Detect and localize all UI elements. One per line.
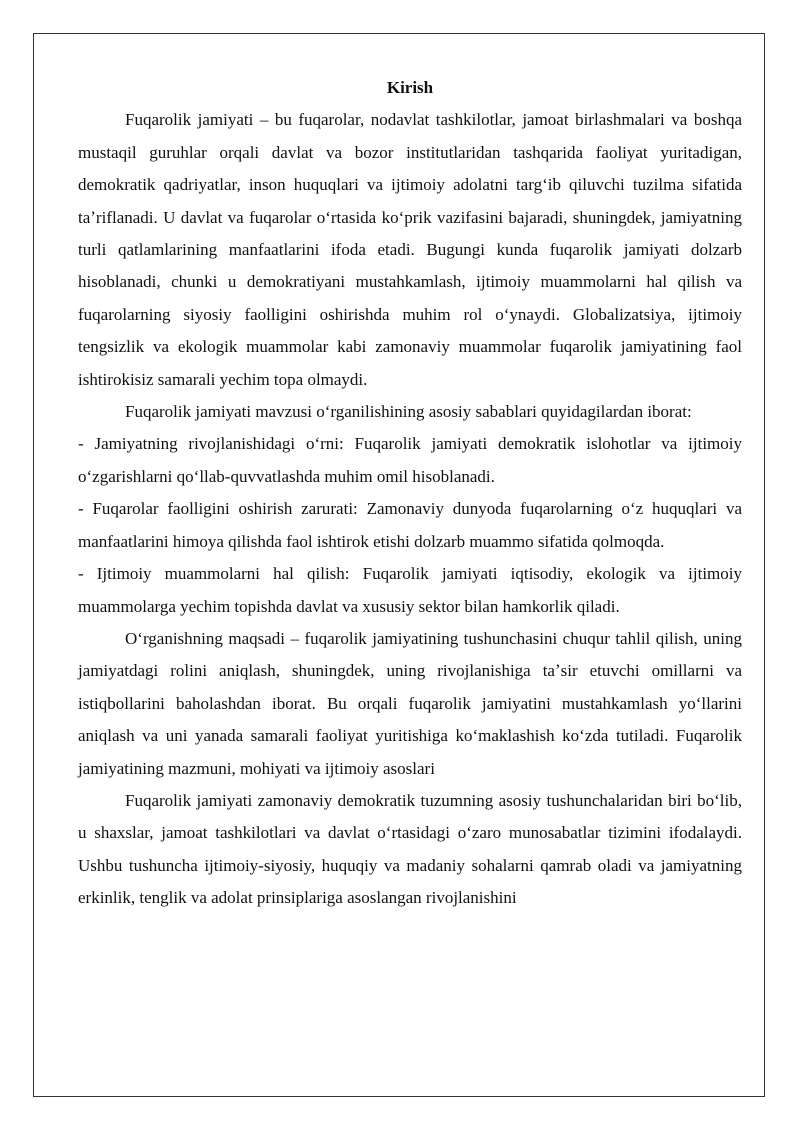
list-item-activity: - Fuqarolar faolligini oshirish zarurati: Zamonaviy dunyoda fuqarolarning oʻz huquqlari va manfaatlarini himoya qilishda faol ishtirok etishi dolzarb muammo sifatida qolmoqda. [78, 499, 742, 551]
paragraph-concept: Fuqarolik jamiyati zamonaviy demokratik tuzumning asosiy tushunchalaridan biri boʻlib, u shaxslar, jamoat tashkilotlari va davlat oʻrtasidagi oʻzaro munosabatlar tizimini ifodalaydi. Ushbu tushuncha ijtimoiy-siyosiy, huquqiy va madaniy sohalarni qamrab oladi va jamiyatning erkinlik, tenglik va adolat prinsiplariga asoslangan rivojlanishini [78, 790, 742, 908]
document-body [78, 72, 742, 915]
paragraph-reasons: Fuqarolik jamiyati mavzusi oʻrganilishining asosiy sabablari quyidagilardan iborat: [125, 402, 692, 422]
list-item-social-problems: - Ijtimoiy muammolarni hal qilish: Fuqarolik jamiyati iqtisodiy, ekologik va ijtimoiy muammolarga yechim topishda davlat va xususiy sektor bilan hamkorlik qiladi. [78, 564, 742, 616]
list-item-role: - Jamiyatning rivojlanishidagi oʻrni: Fuqarolik jamiyati demokratik islohotlar va ijtimoiy oʻzgarishlarni qoʻllab-quvvatlashda muhim omil hisoblanadi. [78, 434, 742, 486]
paragraph-goal: Oʻrganishning maqsadi – fuqarolik jamiyatining tushunchasini chuqur tahlil qilish, uning jamiyatdagi rolini aniqlash, shuningdek, uning rivojlanishiga taʼsir etuvchi omillarni va istiqbollarini baholashdan iborat. Bu orqali fuqarolik jamiyatini mustahkamlash yoʻllarini aniqlash va uni yanada samarali faoliyat yuritishiga koʻmaklashish koʻzda tutiladi. Fuqarolik jamiyatining mazmuni, mohiyati va ijtimoiy asoslari [78, 628, 742, 778]
paragraph-intro: Fuqarolik jamiyati – bu fuqarolar, nodavlat tashkilotlar, jamoat birlashmalari va boshqa mustaqil guruhlar orqali davlat va bozor institutlaridan tashqarida faoliyat yuritadigan, demokratik qadriyatlar, inson huquqlari va ijtimoiy adolatni targʻib qiluvchi tuzilma sifatida taʼriflanadi. U davlat va fuqarolar oʻrtasida koʻprik vazifasini bajaradi, shuningdek, jamiyatning turli qatlamlarining manfaatlarini ifoda etadi. Bugungi kunda fuqarolik jamiyati dolzarb hisoblanadi, chunki u demokratiyani mustahkamlash, ijtimoiy muammolarni hal qilish va fuqarolarning siyosiy faolligini oshirishda muhim rol oʻynaydi. Globalizatsiya, ijtimoiy tengsizlik va ekologik muammolar kabi zamonaviy muammolar fuqarolik jamiyatining faol ishtirokisiz samarali yechim topa olmaydi. [78, 110, 742, 389]
document-title: Kirish [386, 78, 434, 97]
